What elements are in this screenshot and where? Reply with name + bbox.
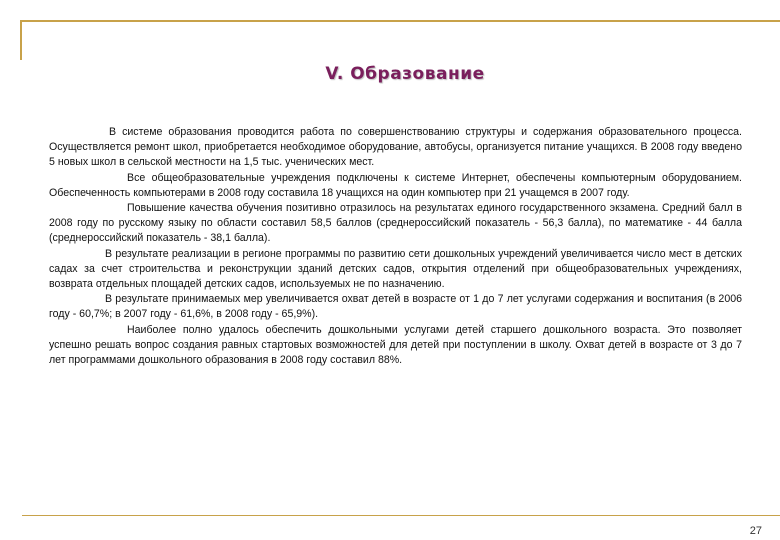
left-border-line [20,20,22,60]
paragraph-preschool: Наиболее полно удалось обеспечить дошкольными услугами детей старшего дошкольного возраста. Это позволяет успешно решать вопрос создания равных стартовых возможностей для детей при поступлении в школу. Охват детей в возрасте от 3 до 7 лет программами дошкольного образования в 2008 году составил 88%. [49,323,742,367]
paragraph-coverage: В результате принимаемых мер увеличивается охват детей в возрасте от 1 до 7 лет услугами содержания и воспитания (в 2006 году - 60,7%; в 2007 году - 61,6%, в 2008 году - 65,9%). [49,293,742,321]
paragraph-exam: Повышение качества обучения позитивно отразилось на результатах единого государственного экзамена. Средний балл в 2008 году по русскому языку по области составил 58,5 баллов (среднероссийский показатель - 56,3 балла), по математике - 44 балла (среднероссийский показатель - 38,1 балла). [49,202,742,245]
paragraph-internet: Все общеобразовательные учреждения подключены к системе Интернет, обеспечены компьютерным оборудованием. Обеспеченность компьютерами в 2008 году составила 18 учащихся на один компьютер при 21 учащемся в 2007 году. [49,171,742,199]
body-text [49,125,742,368]
page-number: 27 [749,525,762,537]
paragraph-kindergarten-network: В результате реализации в регионе программы по развитию сети дошкольных учреждений увеличивается число мест в детских садах за счет строительства и реконструкции зданий детских садов, открытия отделений при общеобразовательных учреждениях, возврата отдельных площадей детских садов, используемых не по назначению. [49,247,742,291]
paragraph-education-system: В системе образования проводится работа по совершенствованию структуры и содержания образовательного процесса. Осуществляется ремонт школ, приобретается необходимое оборудование, автобусы, организуется питание учащихся. В 2008 году введено 5 новых школ в сельской местности на 1,5 тыс. ученических мест. [49,126,742,169]
top-border-line [20,20,780,22]
bottom-border-line [22,515,780,516]
slide-title: V. Образование [325,64,485,84]
